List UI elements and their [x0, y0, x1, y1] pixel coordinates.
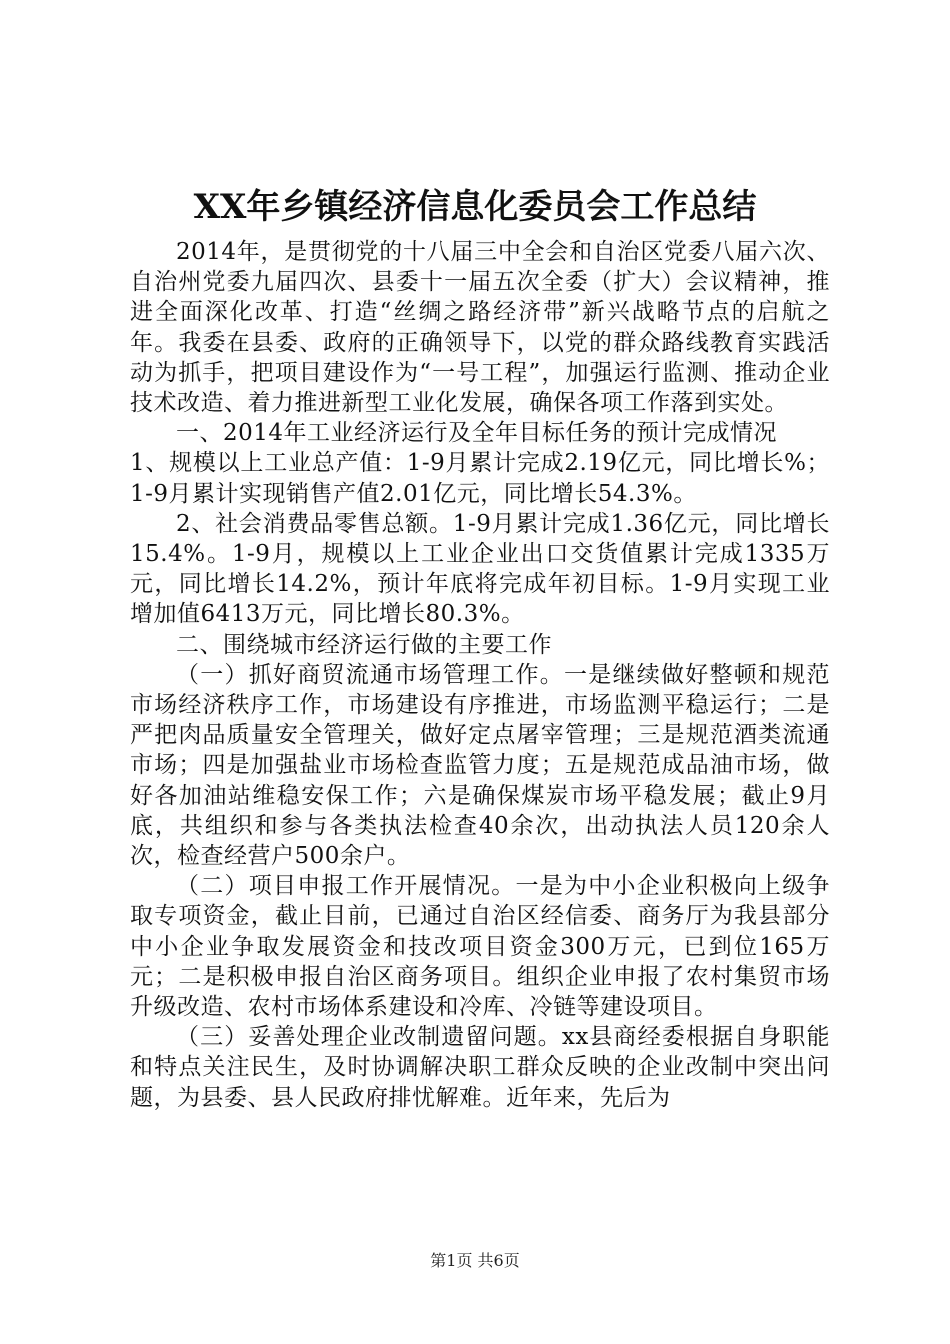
paragraph-market-management: （一）抓好商贸流通市场管理工作。一是继续做好整顿和规范市场经济秩序工作，市场建设有序推进，市场监测平稳运行；二是严把肉品质量安全管理关，做好定点屠宰管理；三是规范酒类流通市场；四是加强盐业市场检查监管力度；五是规范成品油市场，做好各加油站维稳安保工作；六是确保煤炭市场平稳发展；截止9月底，共组织和参与各类执法检查40余次，出动执法人员120余人次，检查经营户500余户。 — [130, 661, 830, 870]
paragraph-intro: 2014年，是贯彻党的十八届三中全会和自治区党委八届六次、自治州党委九届四次、县委十一届五次全委（扩大）会议精神，推进全面深化改革、打造“丝绸之路经济带”新兴战略节点的启航之年。我委在县委、政府的正确领导下，以党的群众路线教育实践活动为抓手，把项目建设作为“一号工程”，加强运行监测、推动企业技术改造、着力推进新型工业化发展，确保各项工作落到实处。 — [130, 239, 830, 417]
paragraph-enterprise-reform: （三）妥善处理企业改制遗留问题。xx县商经委根据自身职能和特点关注民生，及时协调解决职工群众反映的企业改制中突出问题，为县委、县人民政府排忧解难。近年来，先后为 — [130, 1024, 830, 1111]
paragraph-industrial-output: 1、规模以上工业总产值：1-9月累计完成2.19亿元，同比增长%；1-9月累计实现销售产值2.01亿元，同比增长54.3%。 — [130, 450, 830, 507]
heading-section-one: 一、2014年工业经济运行及全年目标任务的预计完成情况 — [176, 420, 778, 447]
page-footer: 第1页 共6页 — [430, 1251, 520, 1270]
paragraph-retail-sales: 2、社会消费品零售总额。1-9月累计完成1.36亿元，同比增长15.4%。1-9月，规模以上工业企业出口交货值累计完成1335万元，同比增长14.2%，预计年底将完成年初目标。1-9月实现工业增加值6413万元，同比增长80.3%。 — [130, 510, 830, 628]
heading-section-two: 二、围绕城市经济运行做的主要工作 — [176, 631, 552, 658]
document-body — [130, 237, 830, 1113]
paragraph-project-application: （二）项目申报工作开展情况。一是为中小企业积极向上级争取专项资金，截止目前，已通过自治区经信委、商务厅为我县部分中小企业争取发展资金和技改项目资金300万元，已到位165万元；二是积极申报自治区商务项目。组织企业申报了农村集贸市场升级改造、农村市场体系建设和冷库、冷链等建设项目。 — [130, 873, 830, 1021]
document-title: XX年乡镇经济信息化委员会工作总结 — [193, 187, 757, 227]
